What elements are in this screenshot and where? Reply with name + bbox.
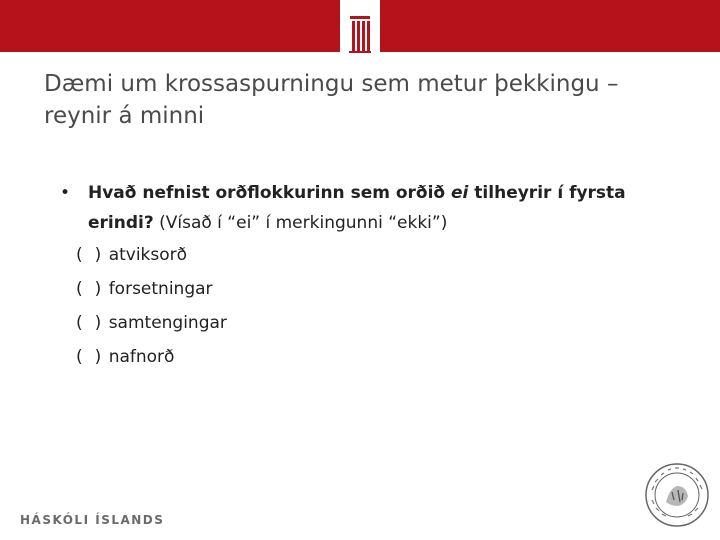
option-label: forsetningar (108, 279, 213, 299)
option-marker-open: ( (76, 313, 83, 333)
answer-option-1[interactable] (60, 238, 680, 272)
option-label: atviksorð (108, 245, 188, 265)
option-marker-close: ) (94, 313, 102, 333)
option-marker-open: ( (76, 347, 83, 367)
bullet-icon: • (60, 183, 71, 203)
option-label: samtengingar (108, 313, 227, 333)
university-logo-icon (340, 0, 380, 54)
university-seal-icon (644, 462, 710, 528)
answer-option-4[interactable] (60, 340, 680, 374)
question-suffix: tilheyrir í fyrsta erindi? (88, 183, 626, 233)
option-marker-open: ( (76, 279, 83, 299)
option-marker-close: ) (94, 245, 102, 265)
option-label: nafnorð (108, 347, 175, 367)
question-note: (Vísað í “ei” í merkingunni “ekki”) (153, 213, 448, 233)
answer-option-3[interactable] (60, 306, 680, 340)
option-marker-close: ) (94, 347, 102, 367)
option-marker-open: ( (76, 245, 83, 265)
option-marker-close: ) (94, 279, 102, 299)
question-prefix: Hvað nefnist orðflokkurinn sem orðið (88, 183, 452, 203)
slide-content (60, 178, 680, 374)
footer-brand-text: HÁSKÓLI ÍSLANDS (20, 513, 165, 527)
question-item (60, 178, 680, 238)
answer-option-2[interactable] (60, 272, 680, 306)
slide-title: Dæmi um krossaspurningu sem metur þekkingu – reynir á minni (44, 71, 619, 129)
question-emphasis: ei (451, 183, 469, 203)
